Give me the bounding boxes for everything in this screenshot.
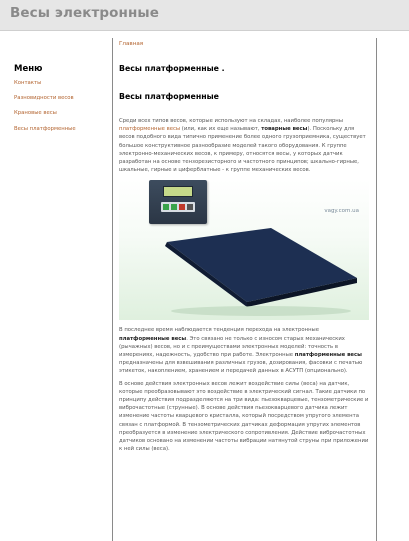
trend-text-1: В последнее время наблюдается тенденция перехода на электронные bbox=[119, 327, 319, 334]
menu-title: Меню bbox=[14, 64, 43, 74]
main-content bbox=[119, 41, 371, 453]
terminal-key bbox=[179, 204, 185, 210]
trend-paragraph bbox=[119, 326, 371, 375]
breadcrumb-home[interactable]: Главная bbox=[119, 41, 144, 47]
trend-strong-1: платформенные весы bbox=[119, 335, 187, 342]
intro-text-3: ). Поскольку для весов подобного вида типично применение более одного грузоприемника, существует большое конструктивное разнообразие моделей такого оборудования. К группе электронно-механических весов, к примеру, относятся весы, у которых датчик разработан на основе тензорезисторного и частотного принципов; шкально-гирные, шкальные, гирные и циферблатные - к группе механических весов. bbox=[119, 126, 366, 174]
content-border-left bbox=[112, 38, 113, 541]
trend-text-3: предназначены для взвешивания различных грузов, дозирования, фасовки с печатью этикеток, накоплением, хранением и передачей данных в АСУТП (опционально). bbox=[119, 360, 363, 375]
trend-strong-2: платформенные весы bbox=[294, 352, 362, 359]
sidebar-item-scale-types[interactable]: Разновидности весов bbox=[14, 95, 74, 102]
site-header bbox=[0, 0, 409, 30]
terminal-key bbox=[171, 204, 177, 210]
terminal-display bbox=[163, 186, 193, 197]
sidebar-item-contacts[interactable]: Контакты bbox=[14, 80, 42, 86]
intro-strong-1: товарные весы bbox=[261, 126, 308, 133]
section-heading: Весы платформенные bbox=[119, 92, 219, 101]
intro-text-1: Среди всех типов весов, которые используют на складах, наиболее популярны bbox=[119, 118, 343, 124]
weighing-terminal bbox=[149, 180, 207, 224]
site-title[interactable]: Весы электронные bbox=[10, 5, 159, 21]
platform-shadow bbox=[171, 306, 351, 316]
sidebar-menu bbox=[14, 64, 106, 141]
content-border-right bbox=[376, 38, 377, 541]
intro-paragraph bbox=[119, 117, 371, 174]
platform-scale-photo bbox=[119, 180, 369, 320]
intro-text-2: (или, как их еще называют, bbox=[180, 126, 262, 133]
terminal-key bbox=[163, 204, 169, 210]
page-title: Весы платформенные . bbox=[119, 64, 225, 73]
terminal-key bbox=[187, 204, 193, 210]
sensor-paragraph: В основе действия электронных весов лежит воздействие силы (веса) на датчик, которые преобразовывают это воздействие в электрический сигнал. Такие датчики по принципу действия подразделяются на три вида: пьезокварцевые, тензометрические и виброчастотные (струнные). В основе действия пьезокварцевого датчика лежит изменение частоты кварцевого кристалла, который посредством упругого элемента связан с платформой. В тензометрических датчиках деформация упругих элементов преобразуется в изменение электрического сопротивления. Действие виброчастотных датчиков основано на изменении частоты вибрации натянутой струны при приложении к ней силы (веса). bbox=[119, 380, 369, 453]
sidebar-item-crane-scales[interactable]: Крановые весы bbox=[14, 110, 57, 117]
sidebar-item-platform-scales[interactable]: Весы платформенные bbox=[14, 125, 76, 132]
platform-scales-link[interactable]: платформенные весы bbox=[119, 126, 181, 133]
header-divider bbox=[0, 30, 409, 31]
trend-text-2: . Это связано не только с износом старых механических (рычажных) весов, но и с преимуществами электронных моделей: точность в измерениях, надежность, удобство при работе. Электронные bbox=[119, 335, 345, 359]
image-watermark: vagy.com.ua bbox=[324, 208, 359, 215]
